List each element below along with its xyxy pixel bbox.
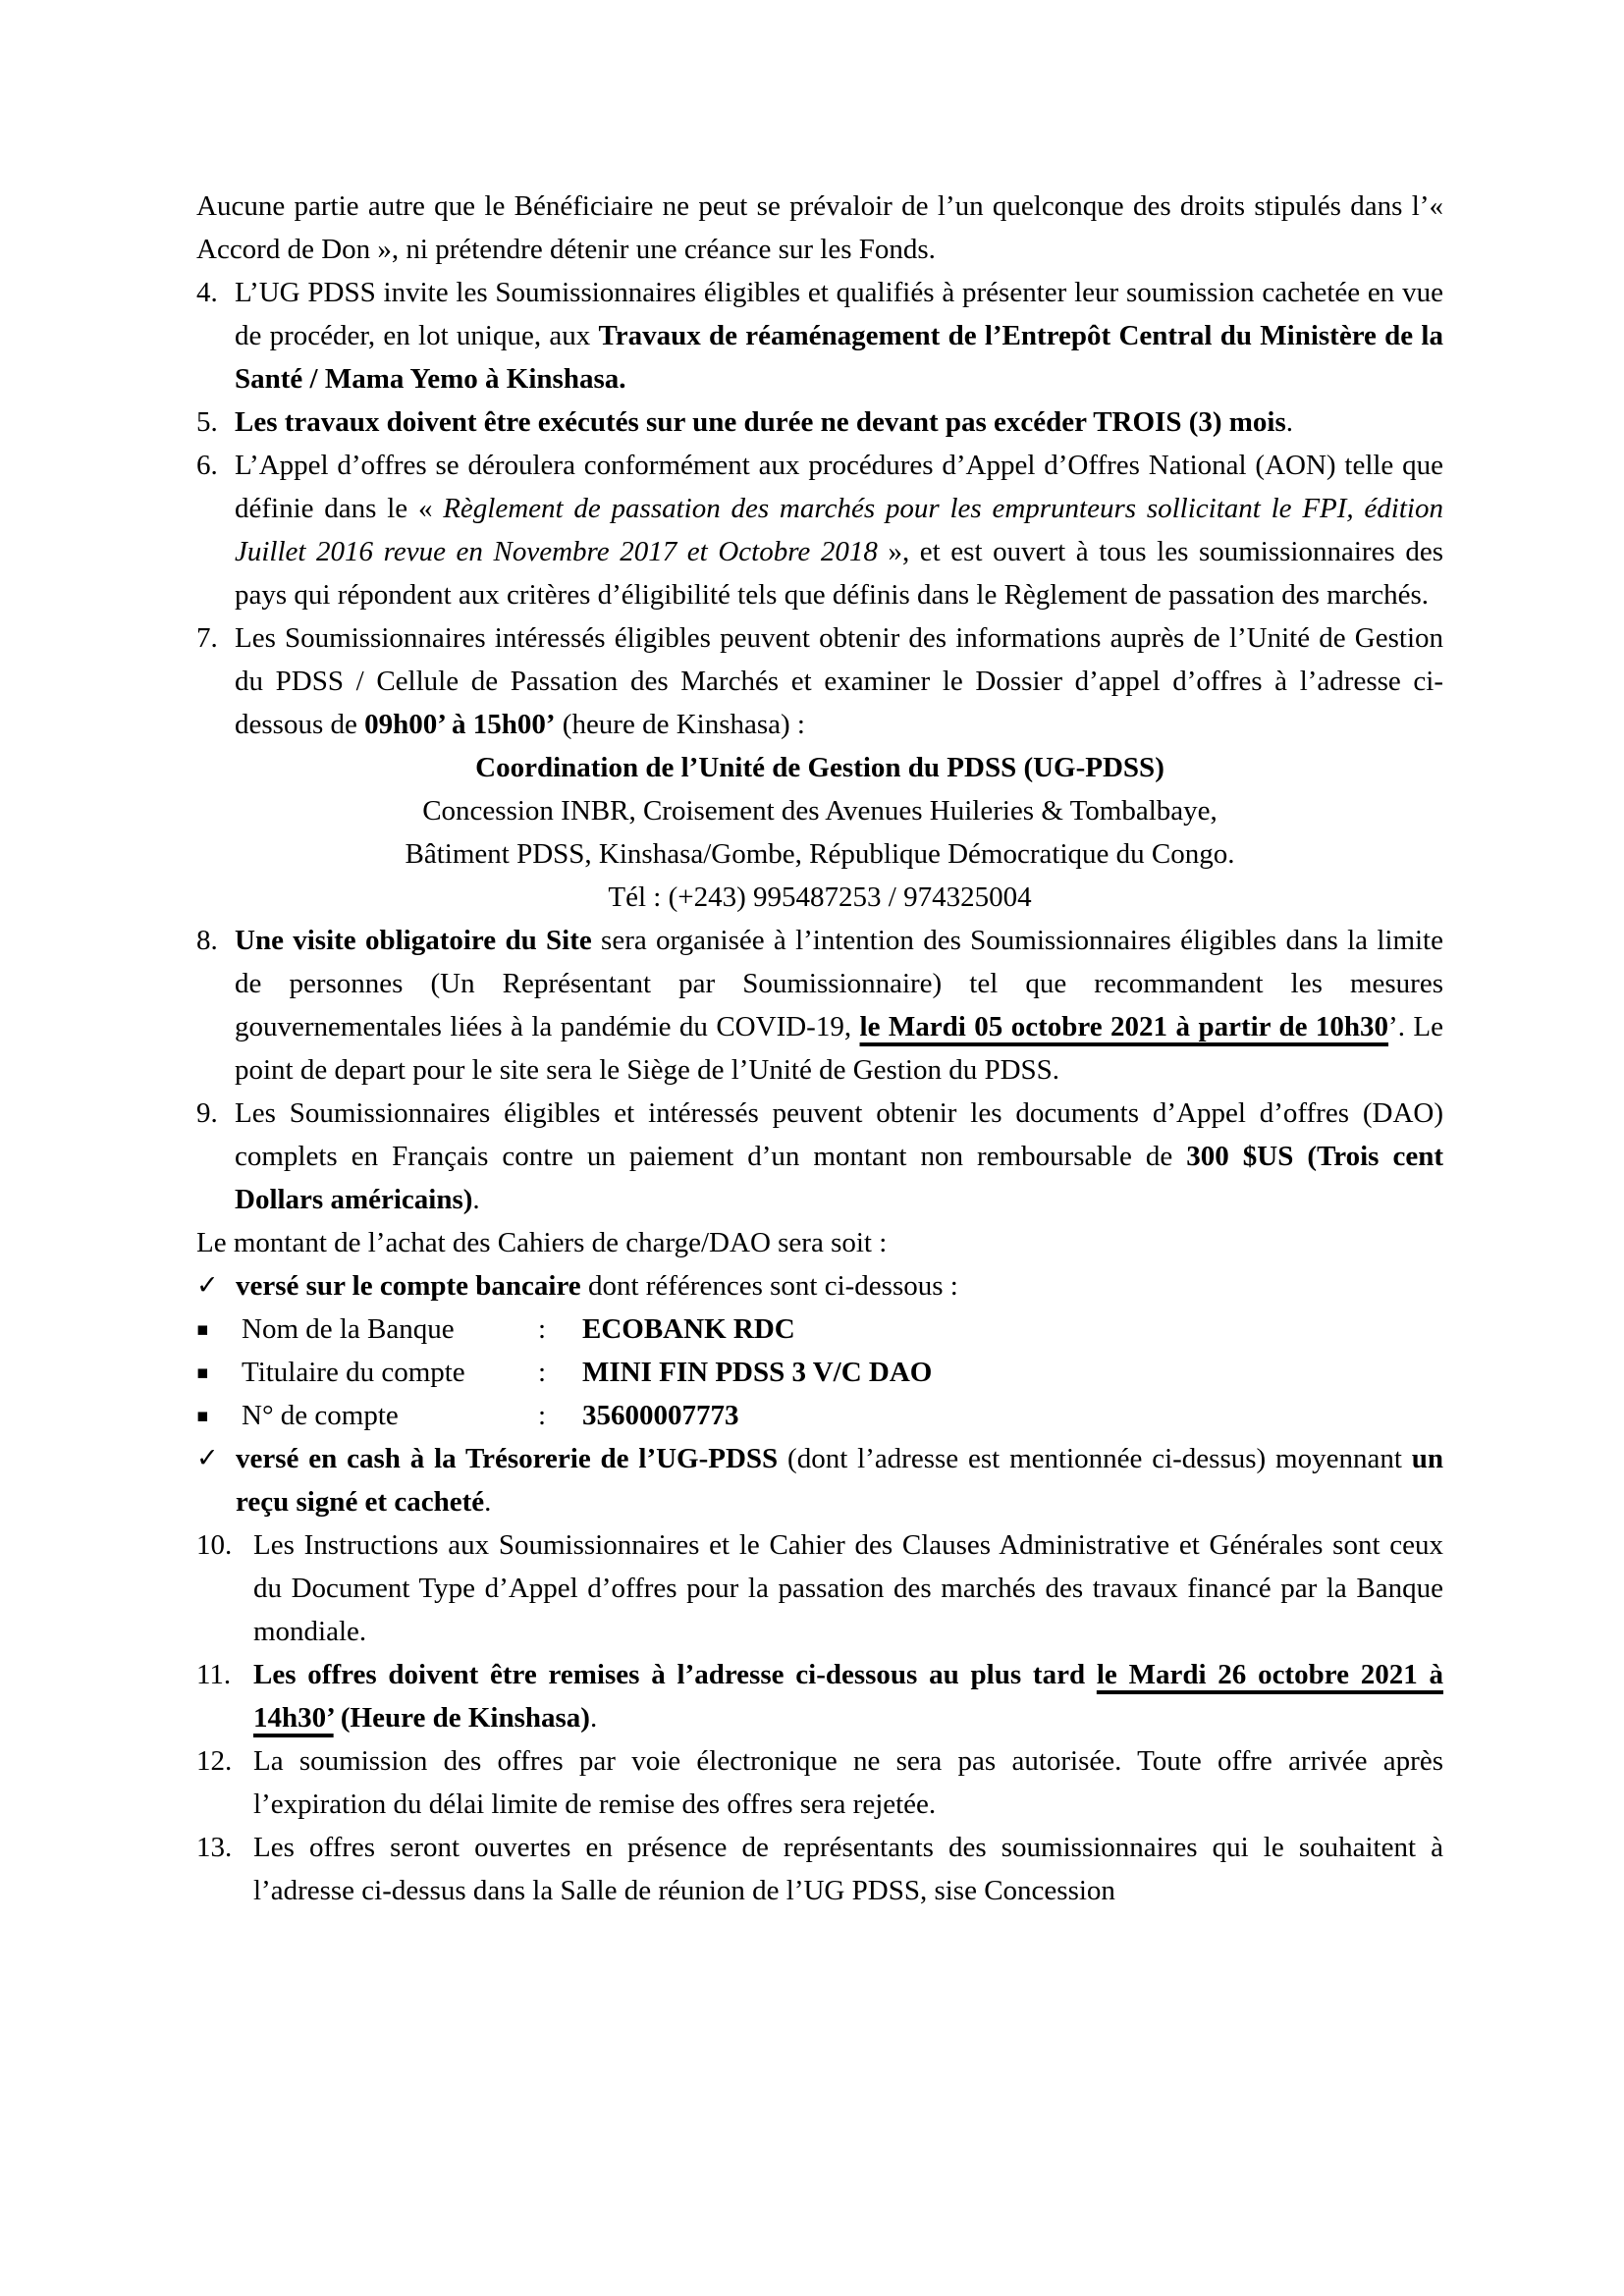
item-text bbox=[235, 1092, 1443, 1221]
item-number: 5. bbox=[196, 406, 218, 438]
text-run-bold: un reçu signé et cacheté bbox=[236, 1443, 1443, 1518]
item-text bbox=[235, 444, 1443, 616]
row-value: 35600007773 bbox=[582, 1400, 739, 1431]
list-item-10 bbox=[196, 1523, 1443, 1653]
row-label: N° de compte bbox=[242, 1400, 399, 1431]
row-colon: : bbox=[538, 1400, 547, 1431]
check-item-cash-payment bbox=[196, 1437, 1443, 1523]
text-run: Les offres seront ouvertes en présence de représentants des soumissionnaires qui le souhaitent à l’adresse ci-dessus dans la Salle de réunion de l’UG PDSS, sise Concession bbox=[253, 1832, 1443, 1906]
text-run: Les Soumissionnaires éligibles et intéressés peuvent obtenir les documents d’Appel d’offres (DAO) complets en Français contre un paiement d’un montant non remboursable de bbox=[235, 1097, 1443, 1172]
text-run: Les Instructions aux Soumissionnaires et le Cahier des Clauses Administrative et Générales sont ceux du Document Type d’Appel d’offres pour la passation des marchés des travaux financé par la Banque mondiale. bbox=[253, 1529, 1443, 1647]
text-run-bold: (Heure de Kinshasa) bbox=[333, 1702, 590, 1734]
text-run: », et est ouvert à tous les soumissionnaires des pays qui répondent aux critères d’éligibilité tels que définis dans le Règlement de passation des marchés. bbox=[235, 536, 1443, 611]
item-text bbox=[253, 1826, 1443, 1912]
text-run-bold-underline: le Mardi 05 octobre 2021 à partir de 10h30 bbox=[859, 1011, 1389, 1042]
item-number: 11. bbox=[196, 1659, 232, 1690]
list-item-9 bbox=[196, 1092, 1443, 1221]
row-label: Nom de la Banque bbox=[242, 1313, 455, 1345]
list-item-6 bbox=[196, 444, 1443, 616]
square-bullet-icon: ▪ bbox=[196, 1362, 209, 1383]
text-run: L’Appel d’offres se déroulera conformément aux procédures d’Appel d’Offres National (AON) telle que définie dans le « bbox=[235, 450, 1443, 524]
paragraph-accord-de-don bbox=[196, 185, 1443, 271]
list-item-12 bbox=[196, 1739, 1443, 1826]
text-run: Aucune partie autre que le Bénéficiaire ne peut se prévaloir de l’un quelconque des droits stipulés dans l’« Accord de Don », ni prétendre détenir une créance sur les Fonds. bbox=[196, 190, 1443, 265]
item-text bbox=[235, 400, 1443, 444]
row-value: ECOBANK RDC bbox=[582, 1313, 795, 1345]
text-run: (heure de Kinshasa) : bbox=[555, 709, 805, 740]
text-run-bold: Les offres doivent être remises à l’adresse ci-dessous au plus tard bbox=[253, 1659, 1097, 1690]
check-item-bank-transfer bbox=[196, 1264, 1443, 1308]
item-text bbox=[235, 919, 1443, 1092]
text-run-bold-underline: le Mardi 26 octobre 2021 à 14h30’ bbox=[253, 1659, 1444, 1734]
square-bullet-icon: ▪ bbox=[196, 1405, 209, 1426]
text-run-bold: 300 $US (Trois cent Dollars américains) bbox=[235, 1141, 1444, 1215]
list-item-5 bbox=[196, 400, 1443, 444]
text-run-italic: Règlement de passation des marchés pour les emprunteurs sollicitant le FPI, édition Juillet 2016 revue en Novembre 2017 et Octobre 2018 bbox=[235, 493, 1443, 567]
list-item-11 bbox=[196, 1653, 1443, 1739]
item-number: 4. bbox=[196, 277, 218, 308]
text-run-bold: versé sur le compte bancaire bbox=[236, 1270, 581, 1302]
list-item-4 bbox=[196, 271, 1443, 400]
text-run: La soumission des offres par voie électronique ne sera pas autorisée. Toute offre arrivée après l’expiration du délai limite de remise des offres sera rejetée. bbox=[253, 1745, 1443, 1820]
text-run-bold: Travaux de réaménagement de l’Entrepôt Central du Ministère de la Santé / Mama Yemo à Kinshasa. bbox=[235, 320, 1443, 395]
item-text bbox=[236, 1437, 1443, 1523]
checkmark-icon: ✓ bbox=[196, 1270, 219, 1301]
text-run: Le montant de l’achat des Cahiers de charge/DAO sera soit : bbox=[196, 1227, 888, 1258]
item-number: 12. bbox=[196, 1745, 233, 1777]
item-text bbox=[253, 1523, 1443, 1653]
text-run: dont références sont ci-dessous : bbox=[580, 1270, 958, 1302]
address-line-1: Coordination de l’Unité de Gestion du PDSS (UG-PDSS) bbox=[475, 752, 1164, 783]
address-line-4: Tél : (+243) 995487253 / 974325004 bbox=[608, 881, 1032, 913]
text-run-bold: versé en cash à la Trésorerie de l’UG-PDSS bbox=[236, 1443, 779, 1474]
item-number: 6. bbox=[196, 450, 218, 481]
text-run: . bbox=[484, 1486, 492, 1518]
text-run: sera organisée à l’intention des Soumissionnaires éligibles dans la limite de personnes (Un Représentant par Soumissionnaire) tel que recommandent les mesures gouvernementales liées à la pandémie du COVID-19, bbox=[235, 925, 1443, 1042]
address-line-2: Concession INBR, Croisement des Avenues Huileries & Tombalbaye, bbox=[422, 795, 1218, 827]
list-item-8 bbox=[196, 919, 1443, 1092]
text-run-bold: 09h00’ à 15h00’ bbox=[364, 709, 556, 740]
text-run-bold: Les travaux doivent être exécutés sur une durée ne devant pas excéder TROIS (3) mois bbox=[235, 406, 1286, 438]
item-number: 10. bbox=[196, 1529, 233, 1561]
item-number: 13. bbox=[196, 1832, 233, 1863]
text-run: . bbox=[589, 1702, 598, 1734]
item-text bbox=[235, 616, 1443, 746]
text-run: . bbox=[472, 1184, 480, 1215]
address-block bbox=[196, 746, 1443, 919]
list-item-7 bbox=[196, 616, 1443, 746]
text-run: ’. Le point de depart pour le site sera le Siège de l’Unité de Gestion du PDSS. bbox=[235, 1011, 1443, 1086]
row-colon: : bbox=[538, 1357, 547, 1388]
item-text bbox=[235, 271, 1443, 400]
address-line-3: Bâtiment PDSS, Kinshasa/Gombe, République Démocratique du Congo. bbox=[405, 838, 1235, 870]
item-text bbox=[253, 1739, 1443, 1826]
text-run: Les Soumissionnaires intéressés éligibles peuvent obtenir des informations auprès de l’Unité de Gestion du PDSS / Cellule de Passation des Marchés et examiner le Dossier d’appel d’offres à l’adresse ci-dessous de bbox=[235, 622, 1443, 740]
bank-detail-row-number bbox=[196, 1394, 1443, 1437]
text-run: . bbox=[1285, 406, 1294, 438]
checkmark-icon: ✓ bbox=[196, 1443, 219, 1473]
bank-detail-row-name bbox=[196, 1308, 1443, 1351]
item-number: 9. bbox=[196, 1097, 218, 1129]
list-item-13 bbox=[196, 1826, 1443, 1912]
item-text bbox=[236, 1264, 1443, 1308]
item-number: 7. bbox=[196, 622, 218, 654]
text-run-bold: Une visite obligatoire du Site bbox=[235, 925, 592, 956]
paragraph-montant-achat bbox=[196, 1221, 1443, 1264]
row-value: MINI FIN PDSS 3 V/C DAO bbox=[582, 1357, 933, 1388]
square-bullet-icon: ▪ bbox=[196, 1318, 209, 1340]
text-run: L’UG PDSS invite les Soumissionnaires éligibles et qualifiés à présenter leur soumission cachetée en vue de procéder, en lot unique, aux bbox=[235, 277, 1443, 351]
item-number: 8. bbox=[196, 925, 218, 956]
item-text bbox=[253, 1653, 1443, 1739]
text-run: (dont l’adresse est mentionnée ci-dessus) moyennant bbox=[778, 1443, 1412, 1474]
row-colon: : bbox=[538, 1313, 547, 1345]
row-label: Titulaire du compte bbox=[242, 1357, 465, 1388]
bank-detail-row-holder bbox=[196, 1351, 1443, 1394]
